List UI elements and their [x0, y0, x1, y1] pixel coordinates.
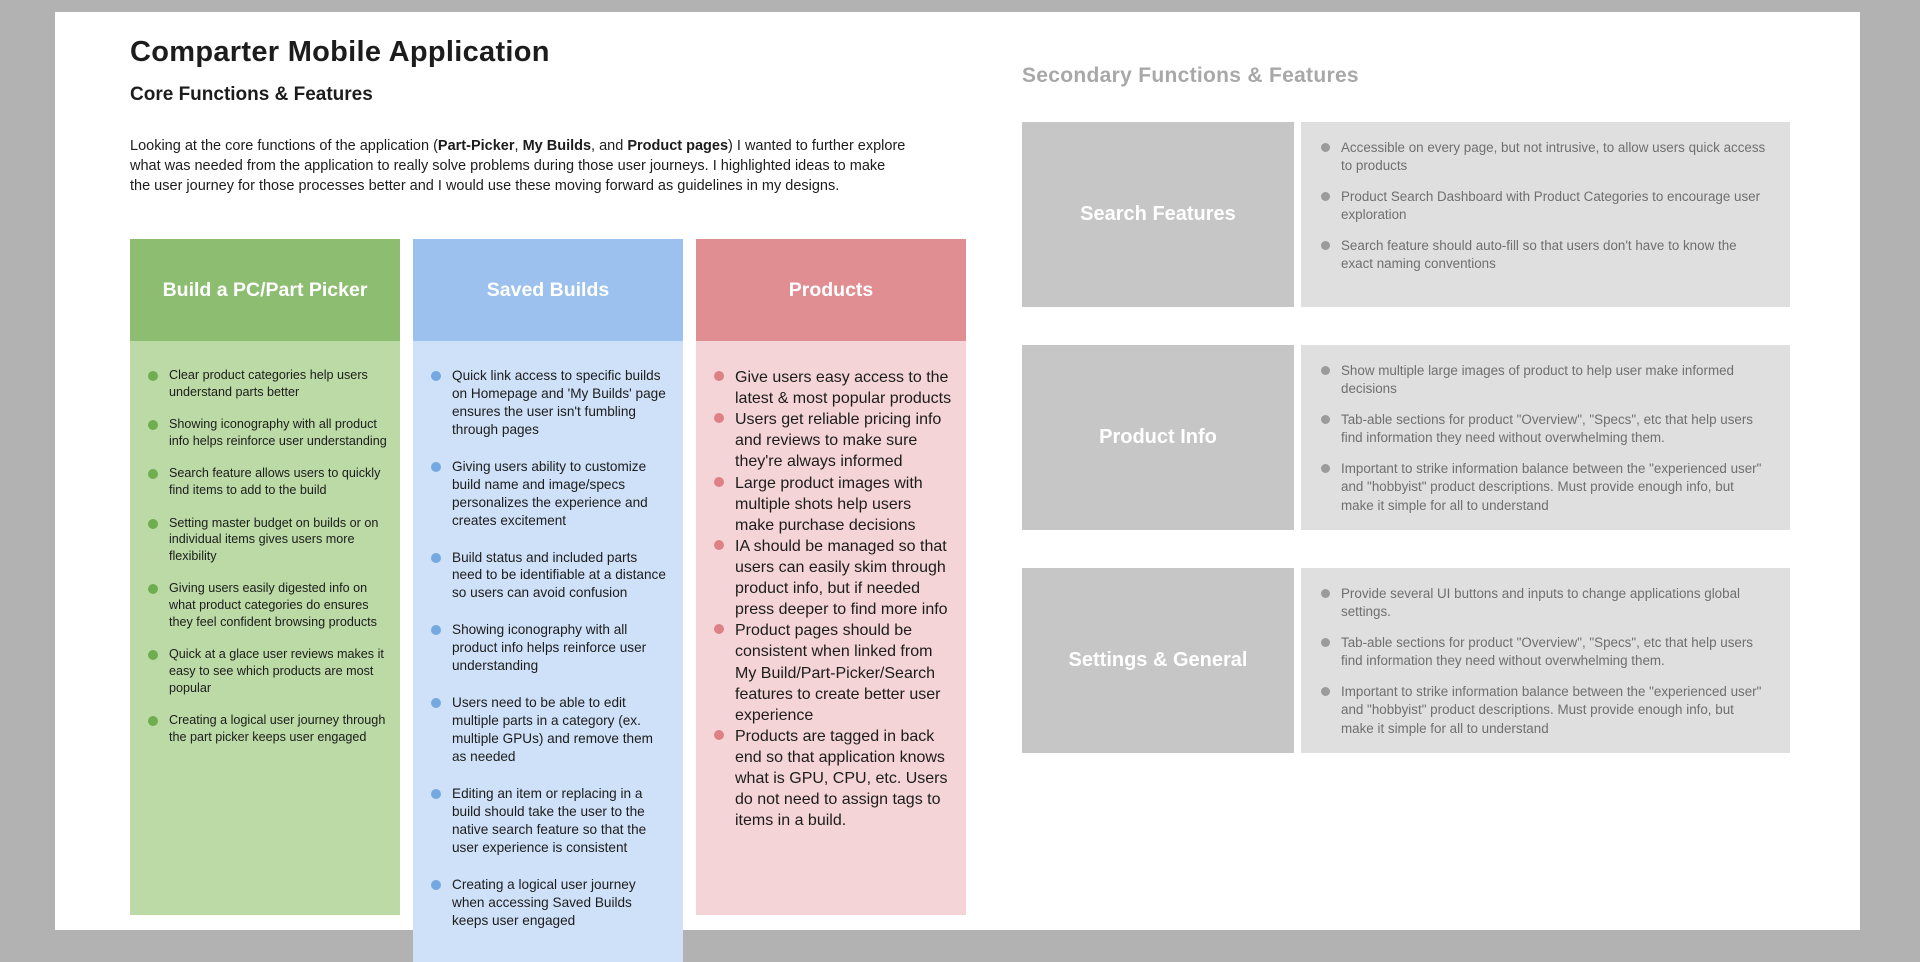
bullet-dot-icon: [714, 477, 724, 487]
bullet-dot-icon: [148, 519, 158, 529]
list-item: [148, 465, 388, 498]
bullet-dot-icon: [1321, 464, 1330, 473]
intro-text: , and: [591, 138, 628, 154]
list-item: [1321, 634, 1766, 670]
list-item: [1321, 237, 1766, 273]
bullet-dot-icon: [431, 789, 441, 799]
secondary-card: [1022, 568, 1790, 753]
list-item: [1321, 683, 1766, 737]
intro-text: Looking at the core functions of the application (: [130, 138, 438, 154]
list-item: [714, 536, 954, 620]
column-body: [696, 341, 966, 915]
list-item: [1321, 460, 1766, 514]
bullet-text: Product pages should be consistent when linked from My Build/Part-Picker/Search features to create better user experience: [735, 622, 941, 724]
bullet-dot-icon: [431, 371, 441, 381]
bullet-dot-icon: [714, 413, 724, 423]
bullet-text: Showing iconography with all product info helps reinforce user understanding: [169, 417, 387, 448]
feature-column: [696, 239, 966, 915]
bullet-text: Users get reliable pricing info and reviews to make sure they're always informed: [735, 411, 942, 471]
bullet-text: Quick at a glace user reviews makes it easy to see which products are most popular: [169, 647, 384, 695]
card-label-text: Product Info: [1099, 426, 1217, 448]
bullet-dot-icon: [148, 584, 158, 594]
card-label-text: Settings & General: [1068, 649, 1248, 671]
list-item: [148, 367, 388, 400]
bullet-text: Showing iconography with all product info helps reinforce user understanding: [452, 622, 647, 674]
bullet-text: Build status and included parts need to be identifiable at a distance so users can avoid confusion: [452, 549, 666, 601]
bullet-text: Products are tagged in back end so that application knows what is GPU, CPU, etc. Users do not need to assign tags to items in a build.: [735, 727, 948, 830]
bullet-dot-icon: [148, 371, 158, 381]
bullet-text: Important to strike information balance between the "experienced user" and "hobbyist" product descriptions. Must provide enough info, but make it simple for all to understand: [1341, 684, 1762, 736]
secondary-card: [1022, 122, 1790, 307]
bullet-text: Product Search Dashboard with Product Categories to encourage user exploration: [1341, 189, 1761, 223]
column-header: [130, 239, 400, 341]
card-content: [1301, 345, 1790, 530]
bullet-text: Editing an item or replacing in a build should take the user to the native search feature so that the user experience is consistent: [452, 785, 647, 855]
list-item: [1321, 188, 1766, 224]
bullet-text: Give users easy access to the latest & most popular products: [735, 369, 952, 408]
secondary-heading: Secondary Functions & Features: [1022, 64, 1359, 87]
column-title: Saved Builds: [486, 278, 610, 301]
page-title: Comparter Mobile Application: [130, 36, 550, 68]
list-item: [431, 621, 671, 675]
bullet-dot-icon: [431, 880, 441, 890]
column-body: [413, 341, 683, 962]
secondary-card: [1022, 345, 1790, 530]
card-content: [1301, 122, 1790, 307]
intro-text: ,: [514, 138, 523, 154]
secondary-cards: [1022, 122, 1790, 753]
page-subtitle: Core Functions & Features: [130, 84, 373, 105]
bullet-text: Giving users ability to customize build name and image/specs personalizes the experience and creates excitement: [452, 458, 648, 528]
bullet-dot-icon: [431, 625, 441, 635]
bullet-dot-icon: [714, 624, 724, 634]
list-item: [714, 726, 954, 832]
bullet-text: Large product images with multiple shots help users make purchase decisions: [735, 474, 923, 534]
bullet-text: Setting master budget on builds or on individual items gives users more flexibility: [169, 515, 379, 563]
bullet-dot-icon: [1321, 589, 1330, 598]
intro-bold-my-builds: My Builds: [522, 138, 592, 154]
list-item: [148, 416, 388, 449]
bullet-text: Important to strike information balance between the "experienced user" and "hobbyist" product descriptions. Must provide enough info, but make it simple for all to understand: [1341, 461, 1762, 513]
list-item: [148, 646, 388, 696]
bullet-text: Show multiple large images of product to help user make informed decisions: [1341, 363, 1734, 397]
bullet-dot-icon: [148, 469, 158, 479]
bullet-text: Creating a logical user journey when accessing Saved Builds keeps user engaged: [452, 876, 636, 928]
bullet-dot-icon: [431, 553, 441, 563]
intro-bold-part-picker: Part-Picker: [437, 138, 515, 154]
column-title: Products: [788, 278, 874, 301]
document-page: [55, 12, 1860, 930]
bullet-text: Search feature should auto-fill so that users don't have to know the exact naming conventions: [1341, 238, 1737, 272]
list-item: [1321, 585, 1766, 621]
bullet-text: Users need to be able to edit multiple parts in a category (ex. multiple GPUs) and remove them as needed: [452, 695, 653, 764]
bullet-dot-icon: [1321, 192, 1330, 201]
bullet-text: Creating a logical user journey through the part picker keeps user engaged: [169, 713, 386, 744]
bullet-text: Accessible on every page, but not intrusive, to allow users quick access to products: [1341, 140, 1766, 174]
list-item: [714, 367, 954, 409]
bullet-text: IA should be managed so that users can easily skim through product info, but if needed press deeper to find more info: [735, 537, 948, 619]
list-item: [431, 785, 671, 857]
feature-column: [413, 239, 683, 928]
bullet-dot-icon: [148, 420, 158, 430]
list-item: [714, 620, 954, 726]
bullet-dot-icon: [1321, 687, 1330, 696]
column-header: [696, 239, 966, 341]
bullet-text: Tab-able sections for product "Overview", "Specs", etc that help users find information they need without overwhelming them.: [1341, 412, 1753, 446]
bullet-text: Clear product categories help users understand parts better: [169, 368, 368, 399]
list-item: [431, 367, 671, 439]
bullet-dot-icon: [714, 730, 724, 740]
bullet-dot-icon: [1321, 143, 1330, 152]
list-item: [431, 549, 671, 603]
card-label: [1022, 345, 1294, 530]
intro-text: ) I wanted to further explore what was needed from the application to really solve problems during those user journeys. I highlighted ideas to make the user journey for those processes better and I would use these moving forward as guidelines in my designs.: [130, 138, 906, 194]
card-label: [1022, 122, 1294, 307]
card-label-text: Search Features: [1080, 203, 1236, 225]
bullet-text: Provide several UI buttons and inputs to change applications global settings.: [1341, 586, 1740, 620]
bullet-dot-icon: [714, 371, 724, 381]
bullet-dot-icon: [1321, 638, 1330, 647]
feature-column: [130, 239, 400, 915]
list-item: [1321, 139, 1766, 175]
list-item: [148, 580, 388, 630]
bullet-text: Quick link access to specific builds on Homepage and 'My Builds' page ensures the user isn't fumbling through pages: [452, 368, 666, 437]
bullet-dot-icon: [1321, 366, 1330, 375]
list-item: [1321, 411, 1766, 447]
column-header: [413, 239, 683, 341]
bullet-dot-icon: [1321, 241, 1330, 250]
list-item: [714, 473, 954, 536]
bullet-text: Tab-able sections for product "Overview", "Specs", etc that help users find information they need without overwhelming them.: [1341, 635, 1753, 669]
list-item: [1321, 362, 1766, 398]
bullet-dot-icon: [148, 716, 158, 726]
column-title: Build a PC/Part Picker: [162, 278, 368, 301]
bullet-dot-icon: [431, 462, 441, 472]
intro-paragraph: [130, 136, 908, 196]
intro-bold-product-pages: Product pages: [627, 138, 729, 154]
core-functions-columns: [130, 239, 966, 928]
list-item: [148, 515, 388, 565]
bullet-dot-icon: [431, 698, 441, 708]
list-item: [431, 694, 671, 766]
card-label: [1022, 568, 1294, 753]
card-content: [1301, 568, 1790, 753]
list-item: [714, 409, 954, 472]
bullet-text: Search feature allows users to quickly find items to add to the build: [169, 466, 381, 498]
list-item: [148, 712, 388, 745]
bullet-dot-icon: [1321, 415, 1330, 424]
bullet-text: Giving users easily digested info on what product categories do ensures they feel confident browsing products: [169, 581, 377, 629]
bullet-dot-icon: [148, 650, 158, 660]
bullet-dot-icon: [714, 540, 724, 550]
list-item: [431, 876, 671, 930]
list-item: [431, 458, 671, 530]
column-body: [130, 341, 400, 915]
